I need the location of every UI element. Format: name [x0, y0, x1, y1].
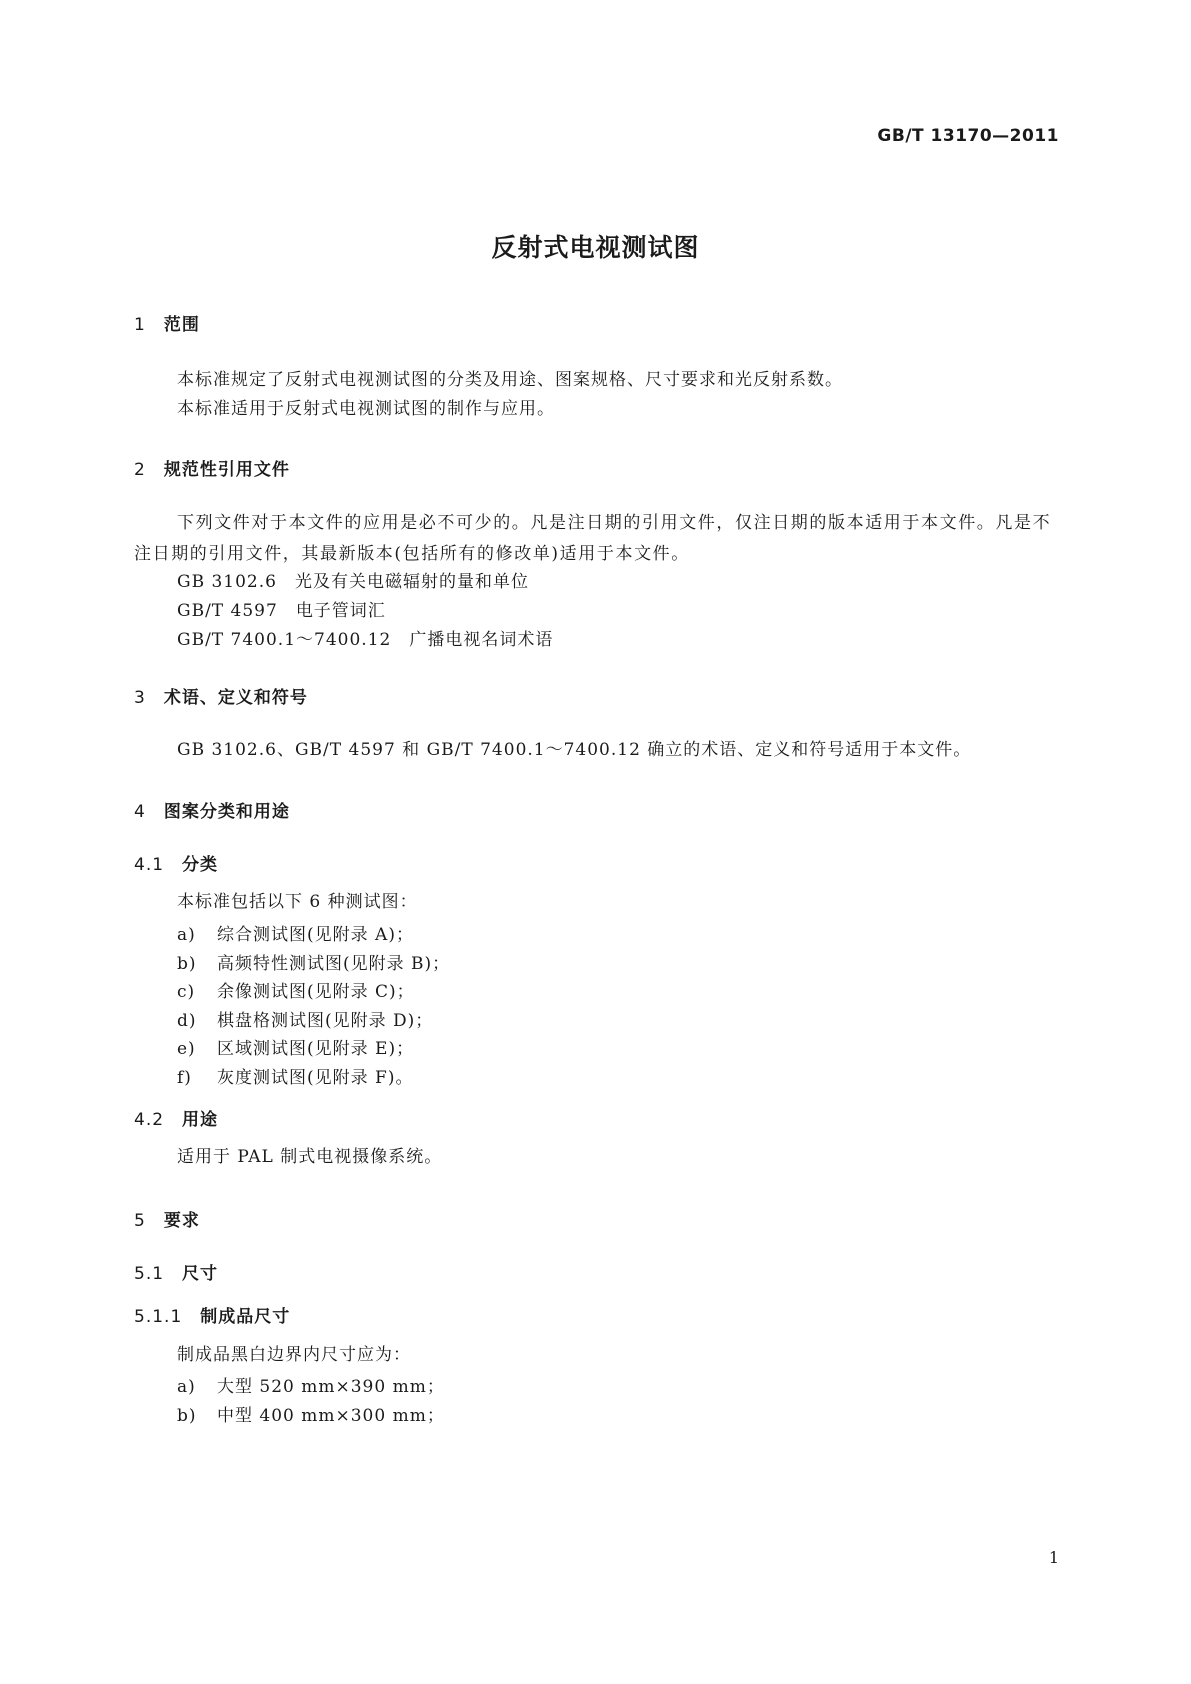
- reference-item: [177, 625, 553, 650]
- section-4-1-heading: [134, 850, 218, 875]
- section-title: 规范性引用文件: [163, 460, 290, 480]
- list-item: [177, 920, 414, 945]
- section-title: 尺寸: [182, 1264, 219, 1284]
- section-number: 4: [134, 802, 146, 822]
- list-text: 大型 520 mm×390 mm；: [217, 1377, 445, 1397]
- list-item: [177, 977, 415, 1002]
- section-title: 要求: [163, 1211, 200, 1231]
- list-text: 区域测试图(见附录 E)；: [217, 1039, 415, 1059]
- reference-code: GB 3102.6: [177, 572, 277, 592]
- list-text: 棋盘格测试图(见附录 D)；: [217, 1011, 434, 1031]
- section-1-heading: [134, 310, 200, 335]
- section-5-heading: [134, 1206, 200, 1231]
- reference-item: [177, 567, 529, 592]
- list-text: 高频特性测试图(见附录 B)；: [217, 954, 451, 974]
- list-marker: e): [177, 1039, 196, 1059]
- list-marker: d): [177, 1011, 197, 1031]
- list-item: [177, 1401, 445, 1426]
- section-title: 分类: [182, 855, 219, 875]
- paragraph: 适用于 PAL 制式电视摄像系统。: [177, 1147, 443, 1167]
- reference-item: [177, 596, 386, 621]
- list-item: [177, 949, 450, 974]
- list-marker: a): [177, 925, 196, 945]
- section-3-heading: [134, 683, 308, 708]
- section-number: 1: [134, 315, 146, 335]
- paragraph: 本标准规定了反射式电视测试图的分类及用途、图案规格、尺寸要求和光反射系数。: [177, 370, 843, 390]
- list-marker: f): [177, 1068, 192, 1088]
- list-marker: b): [177, 1406, 197, 1426]
- section-number: 5: [134, 1211, 146, 1231]
- section-title: 制成品尺寸: [200, 1307, 291, 1327]
- section-2-heading: [134, 455, 290, 480]
- section-4-2-heading: [134, 1105, 218, 1130]
- list-item: [177, 1372, 445, 1397]
- section-title: 范围: [163, 315, 200, 335]
- paragraph: 下列文件对于本文件的应用是必不可少的。凡是注日期的引用文件，仅注日期的版本适用于本文件。凡是不注日期的引用文件，其最新版本(包括所有的修改单)适用于本文件。: [134, 513, 1052, 564]
- page-number: 1: [1048, 1548, 1059, 1567]
- section-4-heading: [134, 797, 290, 822]
- paragraph: 制成品黑白边界内尺寸应为：: [177, 1345, 411, 1365]
- section-number: 4.1: [134, 855, 165, 875]
- section-title: 图案分类和用途: [163, 802, 290, 822]
- list-text: 余像测试图(见附录 C)；: [217, 982, 415, 1002]
- paragraph: GB 3102.6、GB/T 4597 和 GB/T 7400.1～7400.12 确立的术语、定义和符号适用于本文件。: [177, 740, 972, 760]
- list-marker: b): [177, 954, 197, 974]
- section-number: 2: [134, 460, 146, 480]
- section-5-1-heading: [134, 1259, 218, 1284]
- paragraph: 本标准适用于反射式电视测试图的制作与应用。: [177, 399, 555, 419]
- section-title: 用途: [182, 1110, 219, 1130]
- document-title: 反射式电视测试图: [491, 233, 700, 262]
- list-item: [177, 1063, 413, 1088]
- standard-number: GB/T 13170—2011: [877, 126, 1059, 146]
- reference-name: 光及有关电磁辐射的量和单位: [294, 572, 529, 592]
- reference-name: 电子管词汇: [295, 601, 386, 621]
- section-number: 5.1.1: [134, 1307, 183, 1327]
- list-marker: a): [177, 1377, 196, 1397]
- section-number: 4.2: [134, 1110, 165, 1130]
- list-text: 灰度测试图(见附录 F)。: [217, 1068, 414, 1088]
- section-5-1-1-heading: [134, 1302, 290, 1327]
- section-number: 3: [134, 688, 146, 708]
- list-marker: c): [177, 982, 196, 1002]
- reference-name: 广播电视名词术语: [409, 630, 554, 650]
- list-text: 综合测试图(见附录 A)；: [217, 925, 414, 945]
- paragraph: 本标准包括以下 6 种测试图：: [177, 892, 418, 912]
- reference-code: GB/T 4597: [177, 601, 278, 621]
- list-text: 中型 400 mm×300 mm；: [217, 1406, 445, 1426]
- list-item: [177, 1006, 433, 1031]
- list-item: [177, 1034, 414, 1059]
- reference-code: GB/T 7400.1～7400.12: [177, 630, 392, 650]
- section-number: 5.1: [134, 1264, 165, 1284]
- section-title: 术语、定义和符号: [163, 688, 308, 708]
